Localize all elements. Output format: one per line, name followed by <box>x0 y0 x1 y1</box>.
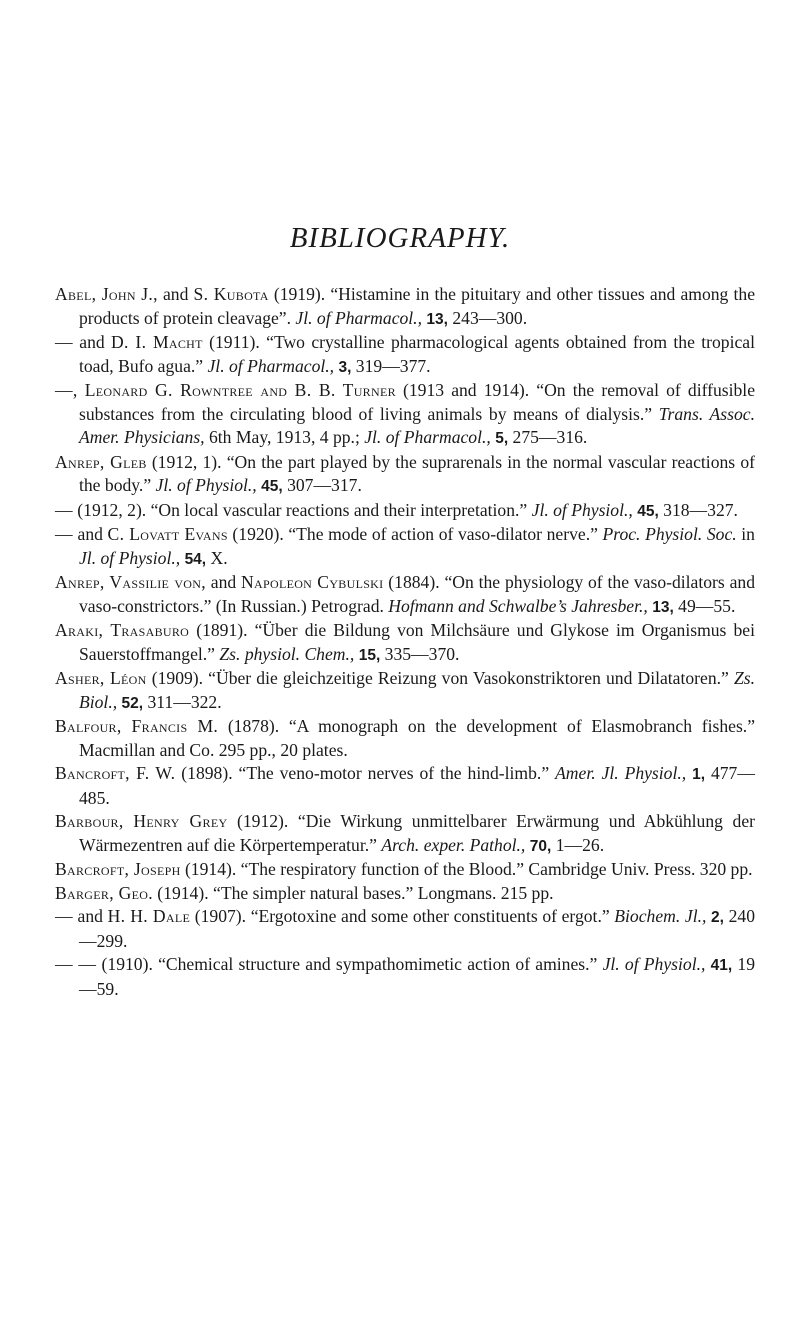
entry-text: (1878). “A monograph on the development of Elasmobranch fishes.” Macmillan and Co. 295 pp., 20 plates. <box>79 716 755 760</box>
entry-pages: X. <box>206 547 228 568</box>
entry-volume: 13, <box>426 310 448 328</box>
entry-author: Anrep, Gleb <box>55 451 147 472</box>
bibliography-entry <box>55 667 755 715</box>
bibliography-entry <box>55 571 755 619</box>
entry-author: Asher, Léon <box>55 668 147 688</box>
entry-journal: Jl. of Physiol., <box>531 499 633 520</box>
entry-journal-2: Jl. of Pharmacol., <box>364 427 491 447</box>
entry-author: —, <box>55 380 78 400</box>
entry-author: Barbour, Henry Grey <box>55 811 228 831</box>
entry-author: — <box>55 524 73 544</box>
entry-journal: Hofmann and Schwalbe’s Jahresber., <box>388 595 648 616</box>
entry-text: (1912). “Die Wirkung unmittelbarer Erwärmung und Abkühlung der Wärmezentren auf die Körpertemperatur.” <box>79 811 755 855</box>
entry-connector: and <box>205 572 242 592</box>
bibliography-entry <box>55 810 755 858</box>
entry-text: (1910). “Chemical structure and sympathomimetic action of amines.” <box>96 954 603 974</box>
entry-volume: 70, <box>529 837 552 855</box>
bibliography-list <box>55 283 755 1001</box>
bibliography-entry <box>55 379 755 451</box>
entry-volume: 13, <box>652 598 674 616</box>
entry-volume: 1, <box>692 766 706 783</box>
bibliography-entry <box>55 858 755 882</box>
entry-pages: 49—55. <box>673 595 736 616</box>
entry-volume: 45, <box>637 502 659 520</box>
bibliography-entry <box>55 762 755 810</box>
entry-pages: 243—300. <box>447 307 528 328</box>
entry-volume: 54, <box>184 550 207 568</box>
entry-author: Anrep, Vassilie von, <box>55 572 206 592</box>
bibliography-entry <box>55 953 755 1001</box>
entry-author: Barcroft, Joseph <box>55 859 181 879</box>
entry-author: — — <box>55 954 97 974</box>
entry-journal: Jl. of Pharmacol., <box>207 355 335 376</box>
entry-connector: and <box>72 906 108 926</box>
entry-text: (1914). “The simpler natural bases.” Longmans. 215 pp. <box>152 882 554 903</box>
entry-pages: 319—377. <box>351 355 431 376</box>
bibliography-entry <box>55 882 755 906</box>
entry-pages: 275—316. <box>508 427 588 447</box>
entry-connector <box>78 380 85 400</box>
bibliography-entry <box>55 523 755 571</box>
entry-volume: 3, <box>338 358 352 376</box>
entry-text: (1914). “The respiratory function of the Blood.” Cambridge Univ. Press. 320 pp. <box>180 859 753 879</box>
entry-coauthor: H. H. Dale <box>107 906 191 926</box>
entry-coauthor: S. Kubota <box>193 284 269 304</box>
bibliography-entry <box>55 331 755 379</box>
entry-volume: 15, <box>358 646 381 664</box>
entry-text: (1912, 2). “On local vascular reactions and their interpretation.” <box>72 499 532 520</box>
entry-pages: 335—370. <box>380 643 460 664</box>
entry-text: (1920). “The mode of action of vaso-dilator nerve.” <box>227 524 603 544</box>
bibliography-entry <box>55 283 755 331</box>
entry-connector: and <box>157 284 194 304</box>
entry-journal: Trans. Assoc. Amer. Physicians, <box>79 403 756 447</box>
entry-volume: 5, <box>495 430 509 447</box>
entry-journal: Amer. Jl. Physiol., <box>555 763 687 783</box>
entry-text-mid: 6th May, 1913, 4 pp.; <box>204 427 365 447</box>
entry-text: (1891). “Über die Bildung von Milchsäure und Glykose im Organismus bei Sauerstoffmangel.” <box>79 620 755 664</box>
entry-pages: 240—299. <box>79 906 755 951</box>
entry-volume: 2, <box>711 909 724 926</box>
entry-text: (1907). “Ergotoxine and some other constituents of ergot.” <box>190 906 615 926</box>
entry-journal: Biochem. Jl., <box>614 906 707 926</box>
entry-author: — <box>55 332 73 352</box>
bibliography-entry <box>55 451 755 499</box>
bibliography-entry <box>55 499 755 524</box>
entry-connector: and <box>72 524 108 544</box>
entry-coauthor: C. Lovatt Evans <box>107 524 228 544</box>
entry-journal: Jl. of Physiol., <box>155 475 257 495</box>
entry-journal: Zs. physiol. Chem., <box>219 643 355 664</box>
entry-author: Balfour, Francis M. <box>55 716 219 736</box>
entry-author: Bancroft, F. W. <box>55 763 176 783</box>
entry-pages: 19—59. <box>79 954 755 999</box>
entry-volume: 41, <box>710 957 733 974</box>
entry-journal: Arch. exper. Pathol., <box>381 834 526 855</box>
entry-text: (1909). “Über die gleichzeitige Reizung von Vasokonstriktoren und Dilatatoren.” <box>146 668 734 688</box>
entry-journal: Jl. of Pharmacol., <box>295 307 422 328</box>
entry-text: (1919). “Histamine in the pituitary and other tissues and among the products of protein cleavage”. <box>79 284 756 328</box>
entry-volume: 45, <box>261 478 283 495</box>
entry-text: (1912, 1). “On the part played by the suprarenals in the normal vascular reactions of the body.” <box>79 451 755 495</box>
entry-text-mid: in <box>736 524 755 544</box>
entry-author: Abel, John J., <box>55 284 158 304</box>
entry-author: Barger, Geo. <box>55 882 153 903</box>
bibliography-entry <box>55 715 755 762</box>
page-title: BIBLIOGRAPHY. <box>289 222 511 254</box>
bibliography-entry <box>55 905 755 953</box>
entry-author: — <box>55 906 73 926</box>
entry-coauthor: Leonard G. Rowntree and B. B. Turner <box>84 380 396 400</box>
entry-journal: Proc. Physiol. Soc. <box>602 524 737 544</box>
entry-text: (1898). “The veno-motor nerves of the hind-limb.” <box>175 763 556 783</box>
entry-coauthor: Napoleon Cybulski <box>241 572 384 592</box>
entry-connector: and <box>72 332 112 352</box>
entry-pages: 477—485. <box>79 763 755 808</box>
entry-coauthor: D. I. Macht <box>111 332 203 352</box>
entry-journal: Zs. Biol., <box>79 668 756 712</box>
bibliography-entry <box>55 619 755 667</box>
entry-volume: 52, <box>121 694 144 712</box>
entry-author: Araki, Trasaburo <box>55 620 190 640</box>
entry-pages: 307—317. <box>282 475 362 495</box>
entry-journal: Jl. of Physiol., <box>602 954 706 974</box>
entry-pages: 318—327. <box>658 499 738 520</box>
entry-text: (1911). “Two crystalline pharmacological agents obtained from the tropical toad, Bufo agua.” <box>79 332 755 376</box>
entry-text: (1913 and 1914). “On the removal of diffusible substances from the circulating blood of living animals by means of dialysis.” <box>79 380 756 424</box>
entry-author: — <box>55 499 73 520</box>
entry-journal-2: Jl. of Physiol., <box>79 547 181 568</box>
entry-text: (1884). “On the physiology of the vaso-dilators and vaso-constrictors.” (In Russian.) Petrograd. <box>79 572 755 616</box>
entry-pages: 311—322. <box>143 691 222 712</box>
entry-pages: 1—26. <box>551 834 605 855</box>
